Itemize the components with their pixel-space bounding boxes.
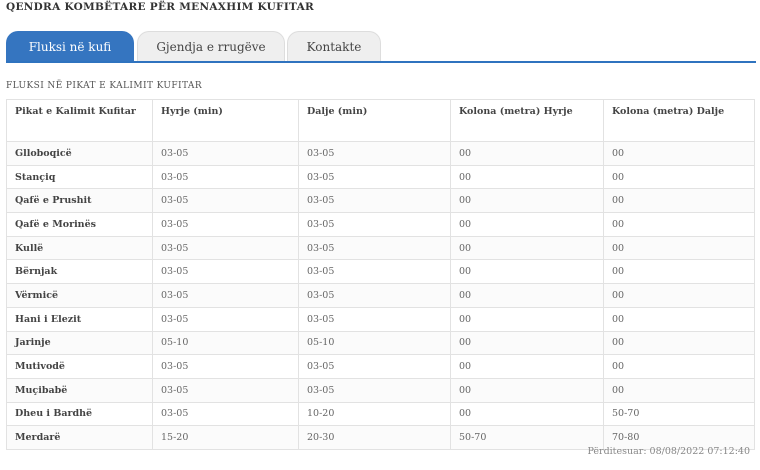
queue-entry-cell: 00 xyxy=(451,142,604,166)
table-row xyxy=(7,213,755,237)
queue-entry-cell: 00 xyxy=(451,331,604,355)
crossing-point-cell: Qafë e Morinës xyxy=(7,213,153,237)
queue-entry-cell: 00 xyxy=(451,165,604,189)
table-row xyxy=(7,307,755,331)
crossing-point-cell: Dheu i Bardhë xyxy=(7,402,153,426)
tab-fluksi-ne-kufi[interactable]: Fluksi në kufi xyxy=(6,31,134,61)
exit-time-cell: 03-05 xyxy=(299,307,451,331)
entry-time-cell: 03-05 xyxy=(153,213,299,237)
queue-entry-cell: 00 xyxy=(451,284,604,308)
crossing-point-cell: Jarinje xyxy=(7,331,153,355)
entry-time-cell: 03-05 xyxy=(153,378,299,402)
exit-time-cell: 03-05 xyxy=(299,378,451,402)
table-body xyxy=(7,142,755,450)
entry-time-cell: 03-05 xyxy=(153,402,299,426)
tab-bar xyxy=(6,31,756,63)
col-header-queue-exit: Kolona (metra) Dalje xyxy=(604,100,755,142)
queue-entry-cell: 00 xyxy=(451,213,604,237)
table-row xyxy=(7,284,755,308)
crossing-point-cell: Merdarë xyxy=(7,426,153,450)
table-row xyxy=(7,260,755,284)
queue-entry-cell: 00 xyxy=(451,260,604,284)
queue-exit-cell: 70-80 xyxy=(604,426,755,450)
crossing-point-cell: Qafë e Prushit xyxy=(7,189,153,213)
entry-time-cell: 03-05 xyxy=(153,260,299,284)
queue-exit-cell: 00 xyxy=(604,142,755,166)
col-header-exit-min: Dalje (min) xyxy=(299,100,451,142)
tab-kontakte[interactable]: Kontakte xyxy=(287,31,381,61)
crossing-point-cell: Vërmicë xyxy=(7,284,153,308)
entry-time-cell: 03-05 xyxy=(153,142,299,166)
col-header-crossing-point: Pikat e Kalimit Kufitar xyxy=(7,100,153,142)
last-updated: Përditesuar: 08/08/2022 07:12:40 xyxy=(587,446,750,457)
queue-entry-cell: 00 xyxy=(451,402,604,426)
crossing-point-cell: Bërnjak xyxy=(7,260,153,284)
crossing-point-cell: Kullë xyxy=(7,236,153,260)
queue-entry-cell: 50-70 xyxy=(451,426,604,450)
crossing-point-cell: Hani i Elezit xyxy=(7,307,153,331)
entry-time-cell: 03-05 xyxy=(153,284,299,308)
entry-time-cell: 03-05 xyxy=(153,236,299,260)
queue-exit-cell: 00 xyxy=(604,307,755,331)
queue-exit-cell: 00 xyxy=(604,189,755,213)
entry-time-cell: 03-05 xyxy=(153,307,299,331)
queue-exit-cell: 00 xyxy=(604,331,755,355)
exit-time-cell: 03-05 xyxy=(299,260,451,284)
exit-time-cell: 03-05 xyxy=(299,189,451,213)
entry-time-cell: 03-05 xyxy=(153,355,299,379)
exit-time-cell: 03-05 xyxy=(299,236,451,260)
queue-entry-cell: 00 xyxy=(451,307,604,331)
crossing-point-cell: Glloboqicë xyxy=(7,142,153,166)
table-row xyxy=(7,331,755,355)
col-header-entry-min: Hyrje (min) xyxy=(153,100,299,142)
border-flow-table xyxy=(6,99,755,450)
queue-entry-cell: 00 xyxy=(451,236,604,260)
queue-entry-cell: 00 xyxy=(451,189,604,213)
queue-exit-cell: 00 xyxy=(604,378,755,402)
exit-time-cell: 05-10 xyxy=(299,331,451,355)
entry-time-cell: 15-20 xyxy=(153,426,299,450)
tab-gjendja-e-rrugeve[interactable]: Gjendja e rrugëve xyxy=(137,31,285,61)
entry-time-cell: 03-05 xyxy=(153,189,299,213)
exit-time-cell: 03-05 xyxy=(299,213,451,237)
table-header-row xyxy=(7,100,755,142)
exit-time-cell: 03-05 xyxy=(299,165,451,189)
crossing-point-cell: Mutivodë xyxy=(7,355,153,379)
queue-exit-cell: 00 xyxy=(604,355,755,379)
queue-entry-cell: 00 xyxy=(451,378,604,402)
col-header-queue-entry: Kolona (metra) Hyrje xyxy=(451,100,604,142)
entry-time-cell: 05-10 xyxy=(153,331,299,355)
table-row xyxy=(7,402,755,426)
page-title: QENDRA KOMBËTARE PËR MENAXHIM KUFITAR xyxy=(6,1,315,13)
table-row xyxy=(7,378,755,402)
entry-time-cell: 03-05 xyxy=(153,165,299,189)
exit-time-cell: 03-05 xyxy=(299,284,451,308)
table-row xyxy=(7,142,755,166)
queue-exit-cell: 00 xyxy=(604,165,755,189)
queue-exit-cell: 00 xyxy=(604,213,755,237)
queue-exit-cell: 00 xyxy=(604,236,755,260)
queue-exit-cell: 50-70 xyxy=(604,402,755,426)
exit-time-cell: 03-05 xyxy=(299,355,451,379)
exit-time-cell: 20-30 xyxy=(299,426,451,450)
crossing-point-cell: Muçibabë xyxy=(7,378,153,402)
exit-time-cell: 10-20 xyxy=(299,402,451,426)
table-row xyxy=(7,355,755,379)
table-row xyxy=(7,165,755,189)
exit-time-cell: 03-05 xyxy=(299,142,451,166)
crossing-point-cell: Stançiq xyxy=(7,165,153,189)
section-title: FLUKSI NË PIKAT E KALIMIT KUFITAR xyxy=(6,81,202,91)
queue-exit-cell: 00 xyxy=(604,284,755,308)
table-row xyxy=(7,189,755,213)
table-row xyxy=(7,236,755,260)
queue-entry-cell: 00 xyxy=(451,355,604,379)
queue-exit-cell: 00 xyxy=(604,260,755,284)
